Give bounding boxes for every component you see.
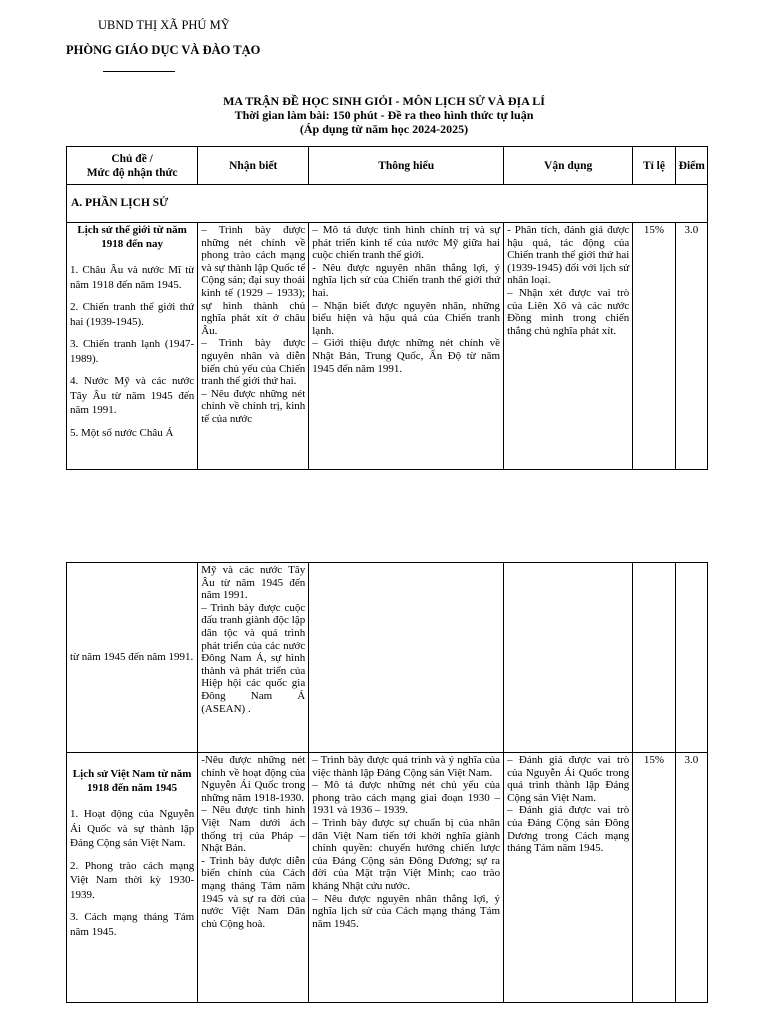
authority-name: UBND THỊ XÃ PHÚ MỸ xyxy=(98,18,230,32)
topic-cell xyxy=(67,223,198,470)
header-topic-line2: Mức độ nhận thức xyxy=(86,166,178,179)
topic-item: 3. Cách mạng tháng Tám năm 1945. xyxy=(70,911,195,938)
section-title: A. PHẦN LỊCH SỬ xyxy=(67,185,708,223)
document-title: MA TRẬN ĐỀ HỌC SINH GIỎI - MÔN LỊCH SỬ VÀ ĐỊA LÍ xyxy=(223,94,545,108)
thong-hieu-cell: – Mô tả được tình hình chính trị và sự phát triển kinh tế của nước Mỹ giữa hai cuộc chiến tranh thế giới. - Nêu được nguyên nhân thắng lợi, ý nghĩa lịch sử của Chiến tranh thế giới thứ hai. – Nhận biết được nguyên nhân, những biểu hiện và hậu quả của Chiến tranh lạnh. – Giới thiệu được những nét chính về Nhật Bản, Trung Quốc, Ấn Độ từ năm 1945 đến năm 1991. xyxy=(309,223,504,470)
diem-cell xyxy=(675,563,707,753)
topic-cell xyxy=(67,563,198,753)
table-row xyxy=(67,563,708,753)
ti-le-cell: 15% xyxy=(633,223,675,470)
header-nhan-biet: Nhận biết xyxy=(198,147,309,185)
header-thong-hieu: Thông hiểu xyxy=(309,147,504,185)
topic-title: Lịch sử thế giới từ năm 1918 đến nay xyxy=(77,224,187,250)
matrix-table-page2 xyxy=(66,562,708,1003)
nhan-biet-cell: Mỹ và các nước Tây Âu từ năm 1945 đến năm 1991. – Trình bày được cuộc đấu tranh giành độc lập dân tộc và quá trình phát triển của các nước Đông Nam Á, sự hình thành và phát triển của Hiệp hội các quốc gia Đông Nam Á (ASEAN) . xyxy=(198,563,309,753)
thong-hieu-cell: – Trình bày được quá trình và ý nghĩa của việc thành lập Đảng Cộng sản Việt Nam. – Mô tả được những nét chủ yếu của phong trào cách mạng giai đoạn 1930 – 1931 và 1936 – 1939. – Trình bày được sự chuẩn bị của nhân dân Việt Nam tiến tới khởi nghĩa giành chính quyền: chuyển hướng chiến lược của Đảng Cộng sản Đông Dương; sự ra đời của Mặt trận Việt Minh; cao trào kháng Nhật cứu nước. – Nêu được nguyên nhân thắng lợi, ý nghĩa lịch sử của Cách mạng tháng Tám năm 1945. xyxy=(309,753,504,1003)
applicable-year-line: (Áp dụng từ năm học 2024-2025) xyxy=(299,122,469,136)
thong-hieu-cell xyxy=(309,563,504,753)
diem-cell: 3.0 xyxy=(675,753,707,1003)
table-header-row xyxy=(67,147,708,185)
topic-item: 3. Chiến tranh lạnh (1947-1989). xyxy=(70,338,195,365)
exam-time-line: Thời gian làm bài: 150 phút - Đề ra theo hình thức tự luận xyxy=(234,108,534,122)
header-topic xyxy=(67,147,198,185)
topic-item: 2. Phong trào cách mạng Việt Nam thời kỳ 1930-1939. xyxy=(70,859,195,901)
topic-cell xyxy=(67,753,198,1003)
topic-item: 1. Hoạt động của Nguyễn Ái Quốc và sự thành lập Đảng Cộng sản Việt Nam. xyxy=(70,808,195,849)
diem-cell: 3.0 xyxy=(675,223,707,470)
ti-le-cell xyxy=(633,563,675,753)
nhan-biet-cell: -Nêu được những nét chính về hoạt động của Nguyễn Ái Quốc trong những năm 1918-1930. – Nêu được tình hình Việt Nam dưới ách thống trị của Pháp – Nhật Bản. - Trình bày được diễn biến chính của Cách mạng tháng Tám năm 1945 và sự ra đời của nước Việt Nam Dân chủ Cộng hoà. xyxy=(198,753,309,1003)
topic-item: 1. Châu Âu và nước Mĩ từ năm 1918 đến năm 1945. xyxy=(70,264,195,291)
header-van-dung: Vận dụng xyxy=(504,147,633,185)
van-dung-cell xyxy=(504,563,633,753)
table-row xyxy=(67,223,708,470)
topic-item: 2. Chiến tranh thế giới thứ hai (1939-1945). xyxy=(70,301,195,328)
topic-title: Lịch sử Việt Nam từ năm 1918 đến năm 1945 xyxy=(72,768,192,794)
department-name: PHÒNG GIÁO DỤC VÀ ĐÀO TẠO xyxy=(66,43,261,57)
topic-item: 4. Nước Mỹ và các nước Tây Âu từ năm 1945 đến năm 1991. xyxy=(70,375,195,416)
van-dung-cell: - Phân tích, đánh giá được hậu quả, tác động của Chiến tranh thế giới thứ hai (1939-1945) đối với lịch sử nhân loại. – Nhận xét được vai trò của Liên Xô và các nước Đồng minh trong chiến thắng chủ nghĩa phát xít. xyxy=(504,223,633,470)
section-row xyxy=(67,185,708,223)
topic-item: 5. Một số nước Châu Á xyxy=(70,426,174,439)
matrix-table-page1 xyxy=(66,146,708,470)
van-dung-cell: – Đánh giá được vai trò của Nguyễn Ái Quốc trong quá trình thành lập Đảng Cộng sản Việt Nam. – Đánh giá được vai trò của Đảng Cộng sản Đông Dương trong Cách mạng tháng Tám năm 1945. xyxy=(504,753,633,1003)
header-ti-le: Tỉ lệ xyxy=(633,147,675,185)
table-row xyxy=(67,753,708,1003)
topic-item: từ năm 1945 đến năm 1991. xyxy=(70,651,194,664)
ti-le-cell: 15% xyxy=(633,753,675,1003)
header-divider xyxy=(103,71,175,72)
header-diem: Điểm xyxy=(675,147,707,185)
nhan-biet-cell xyxy=(198,223,309,470)
header-topic-line1: Chủ đề / xyxy=(111,152,153,165)
nhan-biet-text: – Trình bày được những nét chính về phong trào cách mạng và sự thành lập Quốc tế Cộng sản; đại suy thoái kinh tế (1929 – 1933); sự hình thành chủ nghĩa phát xít ở châu Âu. – Trình bày được nguyên nhân và diễn biến chủ yếu của Chiến tranh thế giới thứ hai. – Nêu được những nét chính về chính trị, kinh tế của nước xyxy=(201,224,306,425)
